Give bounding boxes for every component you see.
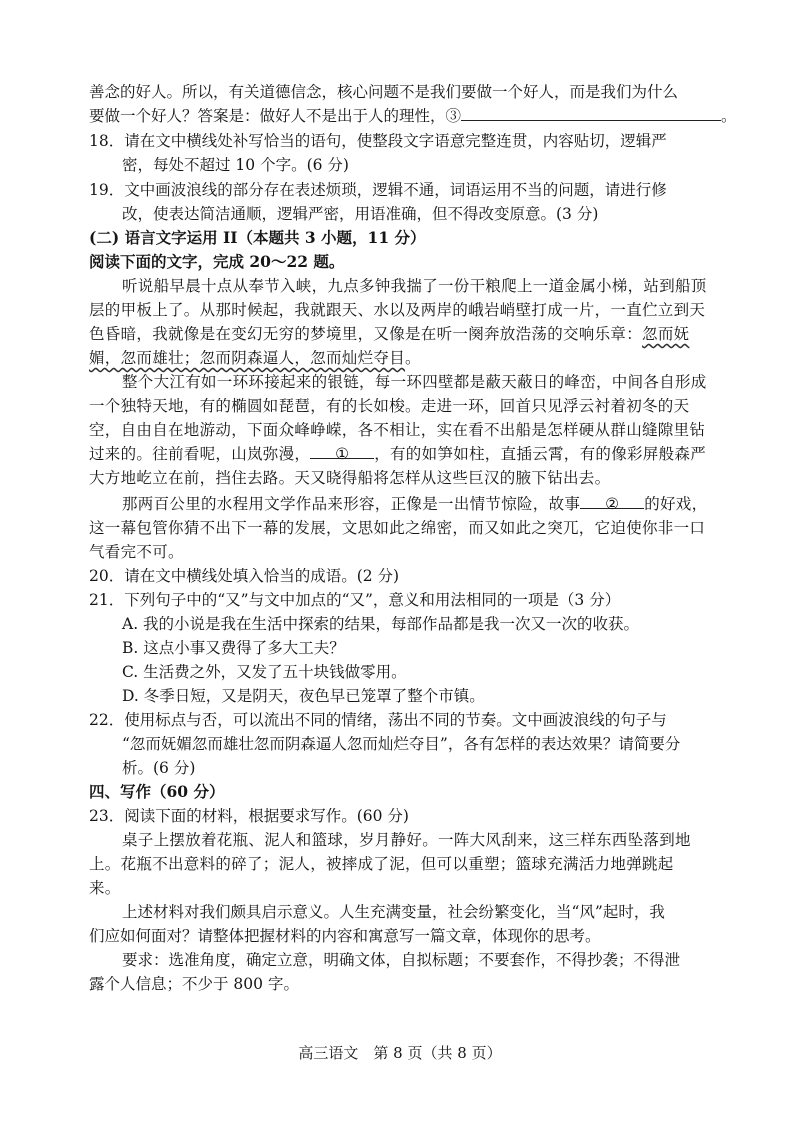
option-a[interactable]: A. 我的小说是我在生活中探索的结果，每部作品都是我一次又一次的收获。 xyxy=(122,615,640,633)
question-22-cont: “忽而妩媚忽而雄壮忽而阴森逼人忽而灿烂夺目”，各有怎样的表达效果？请简要分 xyxy=(122,735,681,753)
passage-line: 听说船早晨十点从奉节入峡，九点多钟我揣了一份干粮爬上一道金属小梯，站到船顶 xyxy=(122,277,707,295)
passage-line: 层的甲板上了。从那时候起，我就跟天、水以及两岸的峨岩峭壁打成一片，一直伫立到天 xyxy=(89,301,706,319)
answer-blank-3[interactable] xyxy=(461,106,721,121)
passage-line: 那两百公里的水程用文学作品来形容，正像是一出情节惊险，故事 ② 的好戏， xyxy=(122,495,708,513)
text-line: 善念的好人。所以，有关道德信念，核心问题不是我们要做一个好人，而是我们为什么 xyxy=(89,83,679,101)
prompt-line: 上述材料对我们颇具启示意义。人生充满变量，社会纷繁变化，当“风”起时，我 xyxy=(122,903,665,921)
question-23: 23．阅读下面的材料，根据要求写作。(60 分) xyxy=(89,807,409,825)
passage-line: 空，自由自在地游动，下面众峰峥嵘，各不相让，实在看不出船是怎样硬从群山缝隙里钻 xyxy=(89,421,706,439)
passage-line: 气看完不可。 xyxy=(89,543,184,561)
passage-line: 色昏暗，我就像是在变幻无穷的梦境里，又像是在听一阕奔放浩荡的交响乐章：忽而妩 xyxy=(89,325,690,343)
option-d[interactable]: D. 冬季日短，又是阴天，夜色早已笼罩了整个市镇。 xyxy=(122,687,485,705)
material-line: 桌子上摆放着花瓶、泥人和篮球，岁月静好。一阵大风刮来，这三样东西坠落到地 xyxy=(122,831,691,849)
requirements-line: 要求：选准角度，确定立意，明确文体，自拟标题；不要套作，不得抄袭；不得泄 xyxy=(122,951,681,969)
option-b[interactable]: B. 这点小事又费得了多大工夫？ xyxy=(122,639,345,657)
question-19-cont: 改，使表达简洁通顺，逻辑严密，用语准确，但不得改变原意。(3 分) xyxy=(122,205,599,223)
passage-line: 大方地屹立在前，挡住去路。天又晓得船将怎样从这些巨汉的腋下钻出去。 xyxy=(89,469,611,487)
section-heading: 四、写作（60 分） xyxy=(89,782,225,801)
material-line: 来。 xyxy=(89,879,121,897)
wavy-underlined-text: 忽而妩 xyxy=(642,325,690,343)
answer-blank-2[interactable]: ② xyxy=(580,494,644,509)
page-footer: 高三语文 第 8 页（共 8 页） xyxy=(298,1044,502,1062)
question-20: 20．请在文中横线处填入恰当的成语。(2 分) xyxy=(89,567,400,585)
prompt-line: 们应如何面对？请整体把握材料的内容和寓意写一篇文章，体现你的思考。 xyxy=(89,927,601,945)
passage-line: 媚，忽而雄壮；忽而阴森逼人，忽而灿烂夺目。 xyxy=(89,349,421,367)
answer-blank-1[interactable]: ① xyxy=(310,444,374,459)
text-line: 要做一个好人？答案是：做好人不是出于人的理性，③ 。 xyxy=(89,107,737,125)
question-19: 19．文中画波浪线的部分存在表述烦琐，逻辑不通，词语运用不当的问题，请进行修 xyxy=(89,181,667,199)
passage-line: 过来的。往前看呢，山岚弥漫， ① ，有的如笋如柱，直插云霄，有的像彩屏般森严 xyxy=(89,445,707,463)
passage-line: 整个大江有如一环环接起来的银链，每一环四壁都是蔽天蔽日的峰峦，中间各自形成 xyxy=(122,373,707,391)
wavy-underlined-text: 媚，忽而雄壮；忽而阴森逼人，忽而灿烂夺目 xyxy=(89,349,406,367)
requirements-line: 露个人信息；不少于 800 字。 xyxy=(89,975,299,993)
question-18-cont: 密，每处不超过 10 个字。(6 分) xyxy=(122,156,349,174)
section-heading: (二) 语言文字运用 II（本题共 3 小题，11 分） xyxy=(89,228,426,247)
question-21: 21．下列句子中的“又”与文中加点的“又”，意义和用法相同的一项是（3 分） xyxy=(89,591,621,609)
question-22-cont: 析。(6 分) xyxy=(122,759,196,777)
option-c[interactable]: C. 生活费之外，又发了五十块钱做零用。 xyxy=(122,663,407,681)
passage-line: 一个独特天地，有的椭圆如琵琶，有的长如梭。走进一环，回首只见浮云衬着初冬的天 xyxy=(89,397,690,415)
question-18: 18．请在文中横线处补写恰当的语句，使整段文字语意完整连贯，内容贴切，逻辑严 xyxy=(89,132,667,150)
question-22: 22．使用标点与否，可以流出不同的情绪，荡出不同的节奏。文中画波浪线的句子与 xyxy=(89,711,667,729)
reading-instruction: 阅读下面的文字，完成 20～22 题。 xyxy=(89,252,345,271)
passage-line: 这一幕包管你猜不出下一幕的发展，文思如此之绵密，而又如此之突兀，它迫使你非一口 xyxy=(89,519,706,537)
material-line: 上。花瓶不出意料的碎了；泥人，被摔成了泥，但可以重塑；篮球充满活力地弹跳起 xyxy=(89,855,674,873)
